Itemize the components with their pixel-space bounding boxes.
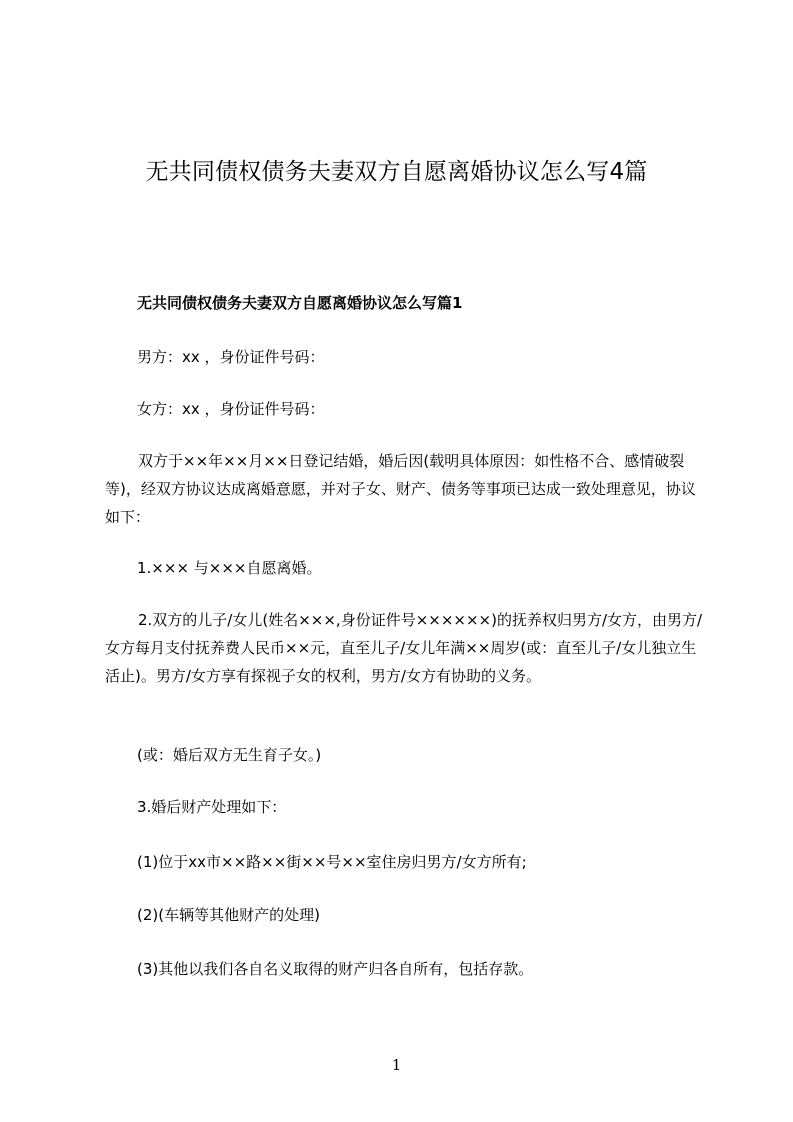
paragraph-clause-3: 3.婚后财产处理如下： [137, 798, 287, 816]
page-number: 1 [391, 1056, 402, 1074]
paragraph-male-party: 男方：xx ，身份证件号码： [137, 348, 325, 366]
paragraph-property-3: (3)其他以我们各自名义取得的财产归各自所有，包括存款。 [137, 960, 534, 978]
paragraph-marriage-registration: 双方于××年××月××日登记结婚，婚后因(载明具体原因：如性格不合、感情破裂等)，经双方协议达成离婚意愿，并对子女、财产、债务等事项已达成一致处理意见，协议如下： [105, 452, 696, 526]
paragraph-clause-1: 1.××× 与×××自愿离婚。 [137, 559, 322, 577]
paragraph-clause-2: 2.双方的儿子/女儿(姓名×××,身份证件号××××××)的抚养权归男方/女方，由男方/女方每月支付抚养费人民币××元，直至儿子/女儿年满××周岁(或：直至儿子/女儿独立生活止)。男方/女方享有探视子女的权利，男方/女方有协助的义务。 [105, 611, 703, 685]
document-title: 无共同债权债务夫妻双方自愿离婚协议怎么写4篇 [145, 159, 648, 186]
paragraph-property-1: (1)位于xx市××路××街××号××室住房归男方/女方所有; [137, 853, 527, 871]
paragraph-property-2: (2)(车辆等其他财产的处理) [137, 906, 320, 924]
paragraph-female-party: 女方：xx ，身份证件号码： [137, 400, 325, 418]
section-heading: 无共同债权债务夫妻双方自愿离婚协议怎么写篇1 [137, 294, 463, 312]
paragraph-no-children: (或：婚后双方无生育子女。) [137, 746, 322, 764]
